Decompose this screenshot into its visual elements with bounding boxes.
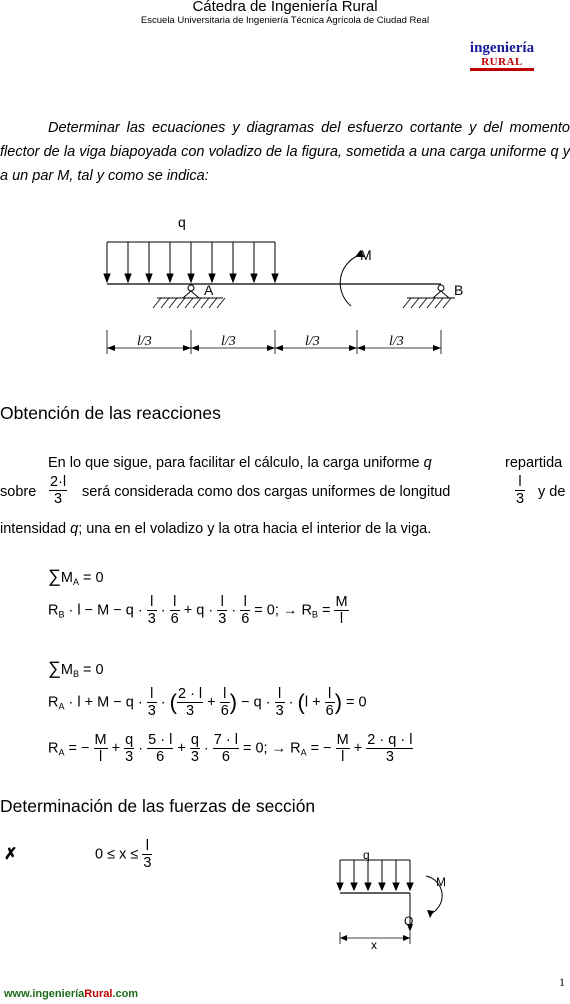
eq-sum-mb: $\sum M_B = 0$	[48, 658, 104, 679]
eq-ra-result: $R_A$ = − $\frac{M}{l}$ + $\frac{q}{3}$ · $\frac{5 \cdot l}{6}$ + $\frac{q}{3}$ · $\frac{7 \cdot l}{6}$ = 0; → $R_A$ = − $\frac{M}{l}$ + $\frac{2 \cdot q \cdot l}{3}$	[48, 732, 413, 765]
header-title: Cátedra de Ingeniería Rural	[192, 0, 378, 15]
logo-underline	[470, 68, 534, 71]
range-first-section: 0 ≤ x ≤ $\frac{l}{3}$	[95, 838, 152, 871]
section-heading-reacciones: Obtención de las reacciones	[0, 403, 221, 423]
load-label-q: q	[178, 214, 186, 230]
reacciones-line1-end: repartida	[505, 455, 563, 471]
bullet-icon: ✗	[4, 846, 18, 863]
logo-line2: RURAL	[481, 56, 523, 68]
moment-label-m: M	[360, 247, 372, 263]
header-subtitle: Escuela Universitaria de Ingeniería Técnica Agrícola de Ciudad Real	[140, 15, 430, 26]
page-number: 1	[559, 975, 565, 989]
section-label-q: q	[363, 848, 370, 862]
dim-label-3: l/3	[305, 334, 320, 349]
frac-l-3: $\frac{l}{3}$	[516, 474, 525, 507]
eq-ra-moment: $R_A \cdot l + M - q$ · $\frac{l}{3}$ · ( $\frac{2 \cdot l}{3}$ + $\frac{l}{6}$ ) − q · $\frac{l}{3}$ · (l + $\frac{l}{6}$ ) = 0	[48, 686, 367, 719]
problem-statement: Determinar las ecuaciones y diagramas del esfuerzo cortante y del momento flector de la viga biapoyada con voladizo de la figura, sometida a una carga uniforme q y a un par M, tal y como se indica:	[0, 120, 570, 184]
ingenieria-rural-logo	[466, 40, 538, 71]
support-label-a: A	[204, 282, 214, 298]
logo-line1: ingeniería	[469, 40, 535, 56]
section-label-x: x	[371, 938, 377, 952]
section-heading-fuerzas: Determinación de las fuerzas de sección	[0, 796, 316, 816]
section-label-m: M	[436, 875, 446, 889]
support-label-b: B	[454, 282, 464, 298]
section-figure	[330, 848, 450, 958]
eq-rb-moment: $R_B \cdot l - M - q$ · $\frac{l}{3}$ · $\frac{l}{6}$ + q · $\frac{l}{3}$ · $\frac{l}{6}$ = 0; → $R_B$ = $\frac{M}{l}$	[48, 594, 348, 627]
dim-label-2: l/3	[221, 334, 236, 349]
reacciones-line3: intensidad q; una en el voladizo y la otra hacia el interior de la viga.	[0, 521, 432, 537]
eq-sum-ma: $\sum M_A = 0$	[48, 566, 104, 587]
reacciones-line2-start: sobre	[0, 484, 37, 500]
dim-label-4: l/3	[389, 334, 404, 349]
section-label-shear-q: Q	[404, 914, 414, 928]
dim-label-1: l/3	[137, 334, 152, 349]
footer-website-link[interactable]: www.ingenieríaRural.com	[4, 988, 139, 1000]
reacciones-line1: En lo que sigue, para facilitar el cálculo, la carga uniforme q	[48, 455, 432, 471]
reacciones-line2-end: y de	[538, 484, 566, 500]
frac-2l-3: $\frac{2\cdot l}{3}$	[50, 474, 67, 507]
reacciones-line2-mid: será considerada como dos cargas uniformes de longitud	[82, 484, 451, 500]
